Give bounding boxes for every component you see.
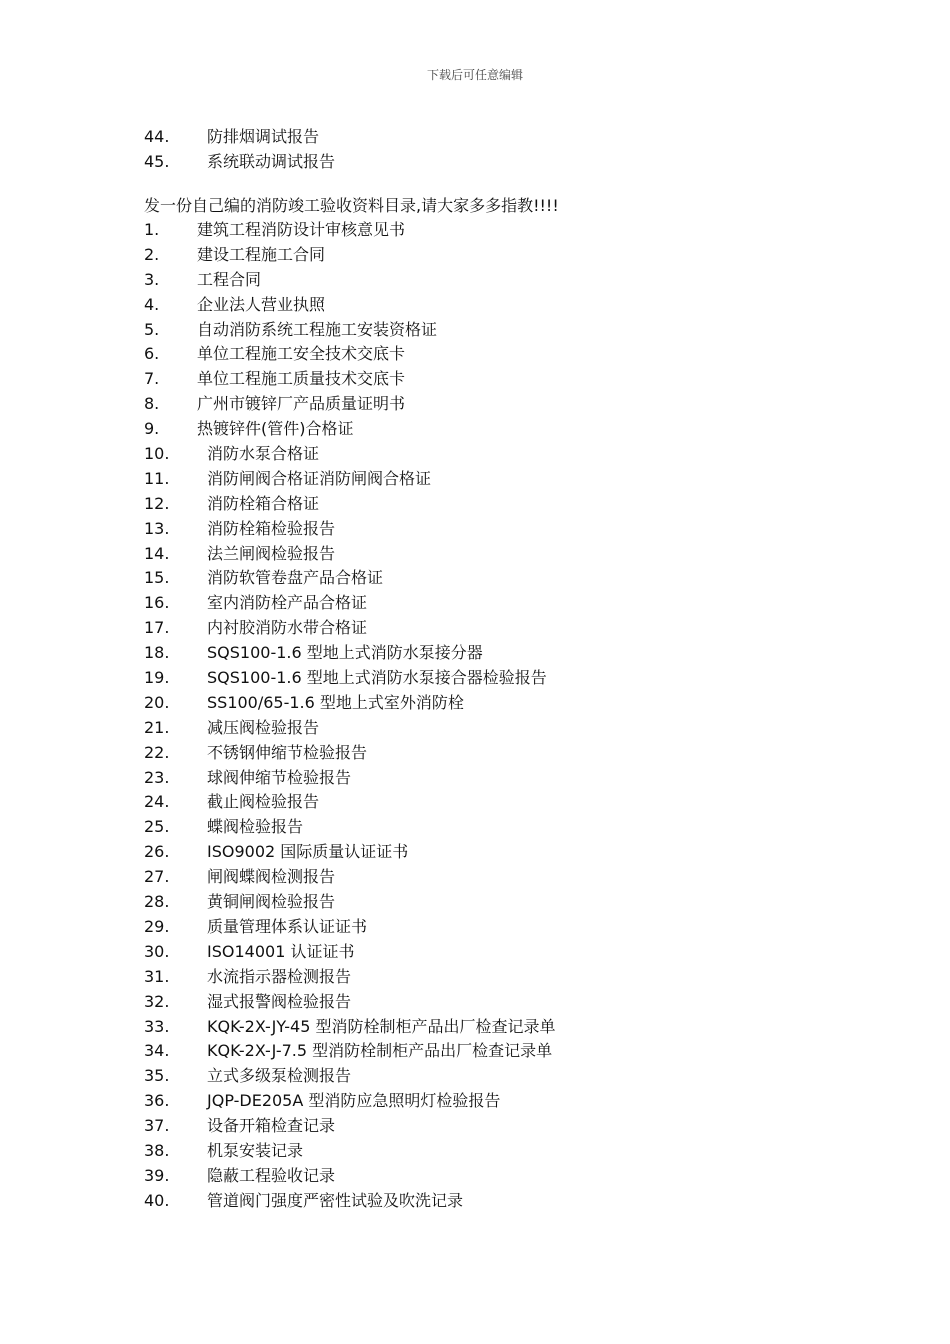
item-text: 黄铜闸阀检验报告 (207, 892, 336, 912)
item-text: 建设工程施工合同 (197, 244, 326, 264)
item-number: 27. (144, 867, 170, 887)
item-number: 9. (144, 419, 160, 439)
item-number: 6. (144, 344, 160, 364)
item-number: 12. (144, 493, 170, 513)
item-text: 系统联动调试报告 (207, 151, 336, 171)
item-text: 防排烟调试报告 (207, 127, 320, 146)
item-text: 闸阀蝶阀检测报告 (207, 867, 336, 887)
item-number: 20. (144, 692, 170, 712)
item-number: 31. (144, 966, 170, 986)
item-text: 内衬胶消防水带合格证 (207, 618, 368, 638)
item-text: KQK-2X-J-7.5 型消防栓制柜产品出厂检查记录单 (207, 1041, 553, 1061)
item-text: 水流指示器检测报告 (207, 966, 352, 986)
item-text: 球阀伸缩节检验报告 (207, 767, 352, 787)
item-text: 消防闸阀合格证消防闸阀合格证 (207, 468, 432, 488)
item-number: 15. (144, 568, 170, 588)
item-text: 机泵安装记录 (207, 1140, 304, 1160)
item-number: 18. (144, 643, 170, 663)
item-text: 隐蔽工程验收记录 (207, 1165, 336, 1185)
item-number: 22. (144, 742, 170, 762)
item-number: 19. (144, 668, 170, 688)
item-number: 45. (144, 151, 170, 171)
item-number: 2. (144, 244, 160, 264)
item-text: 管道阀门强度严密性试验及吹洗记录 (207, 1190, 464, 1210)
item-text: KQK-2X-JY-45 型消防栓制柜产品出厂检查记录单 (207, 1016, 556, 1036)
item-number: 25. (144, 817, 170, 837)
item-number: 40. (144, 1190, 170, 1210)
item-text: 消防栓箱合格证 (207, 493, 320, 513)
item-text: 蝶阀检验报告 (207, 817, 304, 837)
item-text: ISO14001 认证证书 (207, 941, 355, 961)
item-text: 室内消防栓产品合格证 (207, 593, 368, 613)
item-number: 17. (144, 618, 170, 638)
item-number: 39. (144, 1165, 170, 1185)
item-number: 44. (144, 127, 170, 146)
item-number: 11. (144, 468, 170, 488)
item-text: 立式多级泵检测报告 (207, 1066, 352, 1086)
item-number: 1. (144, 220, 160, 239)
item-text: 消防软管卷盘产品合格证 (207, 568, 384, 588)
item-number: 33. (144, 1016, 170, 1036)
item-number: 36. (144, 1091, 170, 1111)
item-number: 7. (144, 369, 160, 389)
item-number: 14. (144, 543, 170, 563)
item-number: 28. (144, 892, 170, 912)
item-number: 8. (144, 394, 160, 414)
item-text: 自动消防系统工程施工安装资格证 (197, 319, 438, 339)
item-number: 23. (144, 767, 170, 787)
item-text: 截止阀检验报告 (207, 792, 320, 812)
item-number: 26. (144, 842, 170, 862)
item-number: 4. (144, 294, 160, 314)
item-number: 29. (144, 916, 170, 936)
item-number: 38. (144, 1140, 170, 1160)
item-text: 消防水泵合格证 (207, 444, 320, 464)
page-header-note: 下载后可任意编辑 (426, 68, 523, 82)
item-number: 24. (144, 792, 170, 812)
intro-line: 发一份自己编的消防竣工验收资料目录,请大家多多指教!!!! (144, 196, 559, 215)
item-text: 建筑工程消防设计审核意见书 (197, 220, 406, 239)
item-text: 单位工程施工质量技术交底卡 (197, 369, 406, 389)
item-text: 消防栓箱检验报告 (207, 518, 336, 538)
item-number: 37. (144, 1116, 170, 1136)
item-text: 减压阀检验报告 (207, 717, 320, 737)
item-number: 32. (144, 991, 170, 1011)
item-text: 质量管理体系认证证书 (207, 916, 368, 936)
item-number: 5. (144, 319, 160, 339)
item-text: 设备开箱检查记录 (207, 1116, 336, 1136)
item-text: 广州市镀锌厂产品质量证明书 (197, 394, 406, 414)
item-text: 单位工程施工安全技术交底卡 (197, 344, 406, 364)
item-number: 21. (144, 717, 170, 737)
item-text: 法兰闸阀检验报告 (207, 543, 336, 563)
item-text: SQS100-1.6 型地上式消防水泵接合器检验报告 (207, 668, 547, 688)
item-text: 湿式报警阀检验报告 (207, 991, 352, 1011)
item-number: 10. (144, 444, 170, 464)
item-number: 3. (144, 269, 160, 289)
item-text: 工程合同 (197, 269, 262, 289)
item-text: 企业法人营业执照 (197, 294, 326, 314)
item-number: 13. (144, 518, 170, 538)
item-number: 34. (144, 1041, 170, 1061)
item-text: SS100/65-1.6 型地上式室外消防栓 (207, 692, 464, 712)
item-number: 30. (144, 941, 170, 961)
item-text: JQP-DE205A 型消防应急照明灯检验报告 (207, 1091, 501, 1111)
item-text: SQS100-1.6 型地上式消防水泵接分器 (207, 643, 483, 663)
item-number: 35. (144, 1066, 170, 1086)
item-text: 不锈钢伸缩节检验报告 (207, 742, 368, 762)
item-text: ISO9002 国际质量认证证书 (207, 842, 409, 862)
item-text: 热镀锌件(管件)合格证 (197, 419, 354, 439)
item-number: 16. (144, 593, 170, 613)
